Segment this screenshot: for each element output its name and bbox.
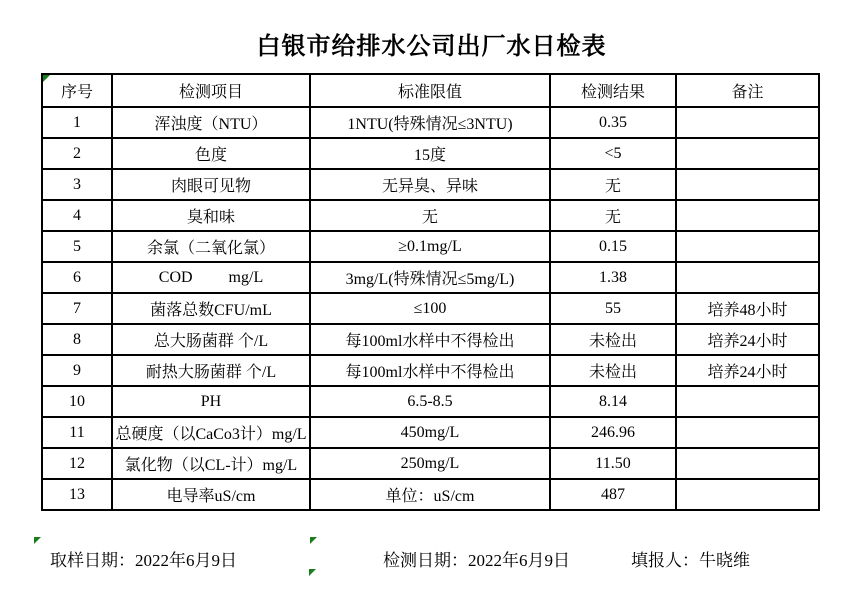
cell-result: 246.96 xyxy=(550,417,676,448)
cell-remark xyxy=(676,262,819,293)
cell-item: 总大肠菌群 个/L xyxy=(112,324,310,355)
cell-result: <5 xyxy=(550,138,676,169)
cell-remark xyxy=(676,200,819,231)
cell-remark xyxy=(676,479,819,510)
sampling-date-label: 取样日期：2022年6月9日 xyxy=(50,551,237,570)
table-row xyxy=(42,231,819,262)
cell-no: 10 xyxy=(42,386,112,417)
cell-result: 0.35 xyxy=(550,107,676,138)
cell-result: 0.15 xyxy=(550,231,676,262)
cell-limit: 3mg/L(特殊情况≤5mg/L) xyxy=(310,262,550,293)
table-row xyxy=(42,169,819,200)
cell-limit: ≥0.1mg/L xyxy=(310,231,550,262)
cell-no: 5 xyxy=(42,231,112,262)
excel-marker-icon xyxy=(309,569,316,576)
col-header-item: 检测项目 xyxy=(112,74,310,107)
cell-item: 菌落总数CFU/mL xyxy=(112,293,310,324)
col-header-result: 检测结果 xyxy=(550,74,676,107)
cell-remark xyxy=(676,231,819,262)
table-row xyxy=(42,107,819,138)
header-row xyxy=(42,74,819,107)
cell-item: 总硬度（以CaCo3计）mg/L xyxy=(112,417,310,448)
excel-marker-icon xyxy=(310,537,317,544)
cell-item: 余氯（二氧化氯） xyxy=(112,231,310,262)
cell-remark: 培养48小时 xyxy=(676,293,819,324)
cell-limit: 450mg/L xyxy=(310,417,550,448)
excel-marker-icon xyxy=(43,75,50,82)
cell-limit: 250mg/L xyxy=(310,448,550,479)
table-row xyxy=(42,448,819,479)
cell-result: 487 xyxy=(550,479,676,510)
cell-result: 未检出 xyxy=(550,355,676,386)
cell-item: 电导率uS/cm xyxy=(112,479,310,510)
table-row xyxy=(42,386,819,417)
cell-item: 色度 xyxy=(112,138,310,169)
cell-remark: 培养24小时 xyxy=(676,355,819,386)
table-row xyxy=(42,293,819,324)
cell-result: 11.50 xyxy=(550,448,676,479)
cell-limit: 无异臭、异味 xyxy=(310,169,550,200)
cell-limit: 每100ml水样中不得检出 xyxy=(310,324,550,355)
cell-no: 8 xyxy=(42,324,112,355)
cell-remark xyxy=(676,417,819,448)
cell-limit: 6.5-8.5 xyxy=(310,386,550,417)
cell-item: 耐热大肠菌群 个/L xyxy=(112,355,310,386)
cell-item: 氯化物（以CL-计）mg/L xyxy=(112,448,310,479)
cell-no: 7 xyxy=(42,293,112,324)
cell-remark xyxy=(676,386,819,417)
table-row xyxy=(42,324,819,355)
cell-no: 13 xyxy=(42,479,112,510)
table-row xyxy=(42,200,819,231)
table-row xyxy=(42,262,819,293)
cell-no: 9 xyxy=(42,355,112,386)
table-row xyxy=(42,138,819,169)
test-date-label: 检测日期：2022年6月9日 xyxy=(383,551,570,570)
cell-item: 臭和味 xyxy=(112,200,310,231)
cell-limit: 无 xyxy=(310,200,550,231)
cell-limit: 15度 xyxy=(310,138,550,169)
cell-item: PH xyxy=(112,386,310,417)
cell-result: 未检出 xyxy=(550,324,676,355)
cell-item: 浑浊度（NTU） xyxy=(112,107,310,138)
cell-limit: 每100ml水样中不得检出 xyxy=(310,355,550,386)
cell-result: 55 xyxy=(550,293,676,324)
cell-remark xyxy=(676,138,819,169)
page-title: 白银市给排水公司出厂水日检表 xyxy=(256,33,607,60)
cell-no: 1 xyxy=(42,107,112,138)
reporter-label: 填报人：牛晓维 xyxy=(631,551,750,570)
cell-result: 1.38 xyxy=(550,262,676,293)
cell-item: COD mg/L xyxy=(112,262,310,293)
cell-result: 无 xyxy=(550,169,676,200)
cell-no: 12 xyxy=(42,448,112,479)
cell-no: 11 xyxy=(42,417,112,448)
cell-item: 肉眼可见物 xyxy=(112,169,310,200)
cell-remark xyxy=(676,169,819,200)
excel-marker-icon xyxy=(34,537,41,544)
cell-result: 8.14 xyxy=(550,386,676,417)
cell-limit: 1NTU(特殊情况≤3NTU) xyxy=(310,107,550,138)
cell-limit: ≤100 xyxy=(310,293,550,324)
cell-remark xyxy=(676,107,819,138)
inspection-table xyxy=(41,73,820,511)
cell-no: 3 xyxy=(42,169,112,200)
cell-no: 2 xyxy=(42,138,112,169)
table-row xyxy=(42,479,819,510)
table-row xyxy=(42,355,819,386)
cell-remark xyxy=(676,448,819,479)
table-body xyxy=(42,107,819,510)
col-header-limit: 标准限值 xyxy=(310,74,550,107)
table-row xyxy=(42,417,819,448)
cell-limit: 单位：uS/cm xyxy=(310,479,550,510)
col-header-no: 序号 xyxy=(42,74,112,107)
col-header-remark: 备注 xyxy=(676,74,819,107)
cell-result: 无 xyxy=(550,200,676,231)
cell-no: 6 xyxy=(42,262,112,293)
cell-no: 4 xyxy=(42,200,112,231)
cell-remark: 培养24小时 xyxy=(676,324,819,355)
